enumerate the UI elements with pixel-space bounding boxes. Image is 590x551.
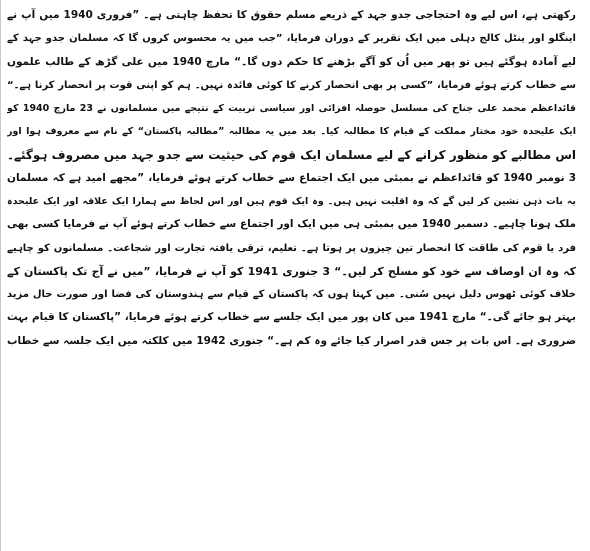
text-line: لیے آمادہ ہوگئے ہیں تو پھر میں اُن کو آگے بڑھنے کا حکم دوں گا۔“ مارچ 1940 میں علی گڑھ کے طالب علموں xyxy=(7,55,576,68)
text-line: خلاف کوئی ٹھوس دلیل نہیں سُنی۔ میں کہتا ہوں کہ پاکستان کے قیام سے ہندوستان کی فضا اور صورت حال مزید xyxy=(7,289,576,300)
text-line: یہ بات ذہن نشین کر لیں گے کہ وہ اقلیت نہیں ہیں۔ وہ ایک قوم ہیں اور اس لحاظ سے ہمارا ایک علاقہ اور ایک علیحدہ xyxy=(7,196,576,207)
text-line: اس مطالبے کو منظور کرانے کے لیے مسلمان ایک قوم کی حیثیت سے جدو جہد میں مصروف ہوگئے۔ xyxy=(7,147,576,162)
text-line: ضروری ہے۔ اس بات پر جس قدر اصرار کیا جائے وہ کم ہے۔“ جنوری 1942 میں کلکتہ میں ایک جلسہ سے خطاب xyxy=(7,334,576,347)
text-line: فرد یا قوم کی طاقت کا انحصار تین چیزوں پر ہوتا ہے۔ تعلیم، ترقی یافتہ تجارت اور شجاعت۔ مسلمانوں کو چاہیے xyxy=(7,242,576,254)
text-line: سے خطاب کرتے ہوئے فرمایا، ”کسی پر بھی انحصار کرنے کا کوئی فائدہ نہیں۔ ہم کو اپنی قوت پر انحصار کرنا ہے۔“ xyxy=(7,79,576,91)
urdu-text-body xyxy=(7,4,576,353)
text-line: کہ وہ ان اوصاف سے خود کو مسلح کر لیں۔“ 3 جنوری 1941 کو آپ نے فرمایا، ”میں نے آج تک پاکستان کے xyxy=(7,264,576,278)
text-line: بہتر ہو جائے گی۔“ مارچ 1941 میں کان پور میں ایک جلسے سے خطاب کرتے ہوئے فرمایا، ”پاکستان کا قیام بہت xyxy=(7,311,576,324)
text-line: 3 نومبر 1940 کو قائداعظم نے بمبئی میں ایک اجتماع سے خطاب کرتے ہوئے فرمایا، ”مجھے امید ہے کہ مسلمان xyxy=(7,171,576,184)
text-line: اینگلو اور ینٹل کالج دہلی میں ایک تقریر کے دوران فرمایا، ”جب میں یہ محسوس کروں گا کہ مسلمان جدو جہد کے xyxy=(7,33,576,45)
text-line: ایک علیحدہ خود مختار مملکت کے قیام کا مطالبہ کیا۔ بعد میں یہ مطالبہ ”مطالبہ پاکستان“ کے نام سے معروف ہوا اور xyxy=(7,126,576,138)
text-line: رکھتی ہے، اس لیے وہ احتجاجی جدو جہد کے ذریعے مسلم حقوق کا تحفظ چاہتی ہے۔ ”فروری 1940 میں آپ نے xyxy=(7,9,576,21)
text-line: ملک ہونا چاہیے۔ دسمبر 1940 میں بمبئی ہی میں ایک اور اجتماع سے خطاب کرتے ہوئے آپ نے فرمایا کسی بھی xyxy=(7,218,576,231)
text-line: قائداعظم محمد علی جناح کی مسلسل حوصلہ افزائی اور سیاسی تربیت کے نتیجے میں مسلمانوں نے 23 مارچ 1940 کو xyxy=(7,103,576,114)
